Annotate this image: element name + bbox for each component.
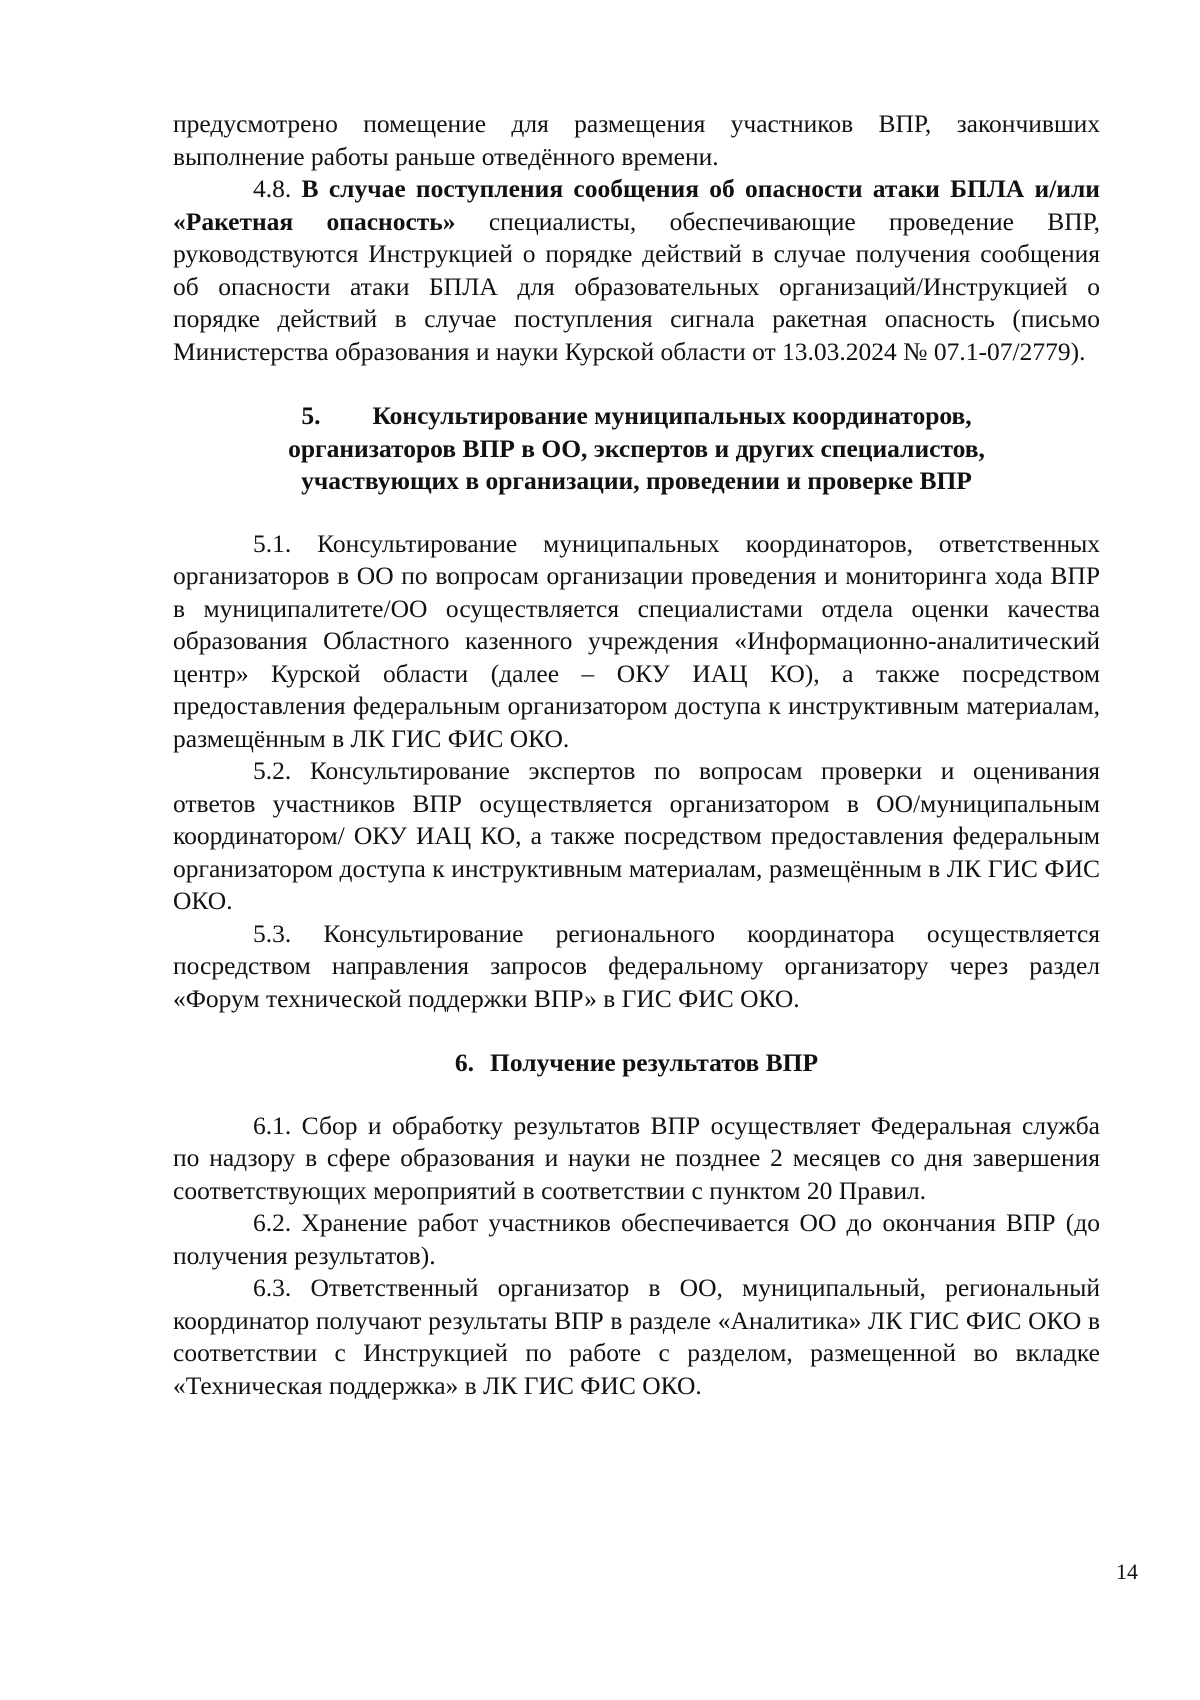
paragraph-5-2: 5.2. Консультирование экспертов по вопросам проверки и оценивания ответов участников ВПР осуществляется организатором в ОО/муниципальным координатором/ ОКУ ИАЦ КО, а также посредством предоставления федеральным организатором доступа к инструктивным материалам, размещённым в ЛК ГИС ФИС ОКО. [173, 756, 1100, 915]
paragraph-5-1: 5.1. Консультирование муниципальных координаторов, ответственных организаторов в ОО по вопросам организации проведения и мониторинга хода ВПР в муниципалитете/ОО осуществляется специалистами отдела оценки качества образования Областного казенного учреждения «Информационно-аналитический центр» Курской области (далее – ОКУ ИАЦ КО), а также посредством предоставления федеральным организатором доступа к инструктивным материалам, размещённым в ЛК ГИС ФИС ОКО. [173, 528, 1100, 753]
section-5-title-line2: организаторов ВПР в ОО, экспертов и других специалистов, [288, 433, 985, 463]
paragraph-4-8-text: специалисты, обеспечивающие проведение ВПР, руководствуются Инструкцией о порядке действий в случае получения сообщения об опасности атаки БПЛА для образовательных организаций/Инструкцией о порядке действий в случае поступления сигнала ракетная опасность (письмо Министерства образования и науки Курской области от 13.03.2024 № 07.1-07/2779). [173, 206, 1101, 366]
section-5-number: 5. [301, 401, 321, 430]
section-6-number: 6. [454, 1048, 475, 1077]
paragraph-4-8-bold: В случае поступления сообщения об опасности атаки БПЛА и/или «Ракетная опасность» [173, 174, 1100, 236]
section-5-heading [173, 400, 1100, 498]
paragraph-6-1: 6.1. Сбор и обработку результатов ВПР осуществляет Федеральная служба по надзору в сфере образования и науки не позднее 2 месяцев со дня завершения соответствующих мероприятий в соответствии с пунктом 20 Правил. [173, 1110, 1100, 1205]
paragraph-6-2: 6.2. Хранение работ участников обеспечивается ОО до окончания ВПР (до получения результатов). [173, 1208, 1100, 1270]
document-body [173, 108, 1100, 1402]
paragraph-5-3: 5.3. Консультирование регионального координатора осуществляется посредством направления запросов федеральному организатору через раздел «Форум технической поддержки ВПР» в ГИС ФИС ОКО. [173, 918, 1100, 1013]
section-5-title-line3: участвующих в организации, проведении и проверке ВПР [301, 466, 972, 495]
paragraph-4-8-number: 4.8. [253, 174, 292, 203]
paragraph-4-8 [173, 173, 1100, 368]
paragraph-6-3: 6.3. Ответственный организатор в ОО, муниципальный, региональный координатор получают результаты ВПР в разделе «Аналитика» ЛК ГИС ФИС ОКО в соответствии с Инструкцией по работе с разделом, размещенной во вкладке «Техническая поддержка» в ЛК ГИС ФИС ОКО. [173, 1273, 1100, 1400]
page-number: 14 [1116, 1559, 1138, 1584]
section-6-title: Получение результатов ВПР [490, 1048, 819, 1077]
section-5-title-line1: Консультирование муниципальных координаторов, [372, 401, 972, 430]
paragraph-continuation: предусмотрено помещение для размещения участников ВПР, закончивших выполнение работы раньше отведённого времени. [173, 109, 1100, 171]
section-6-heading [173, 1047, 1100, 1080]
